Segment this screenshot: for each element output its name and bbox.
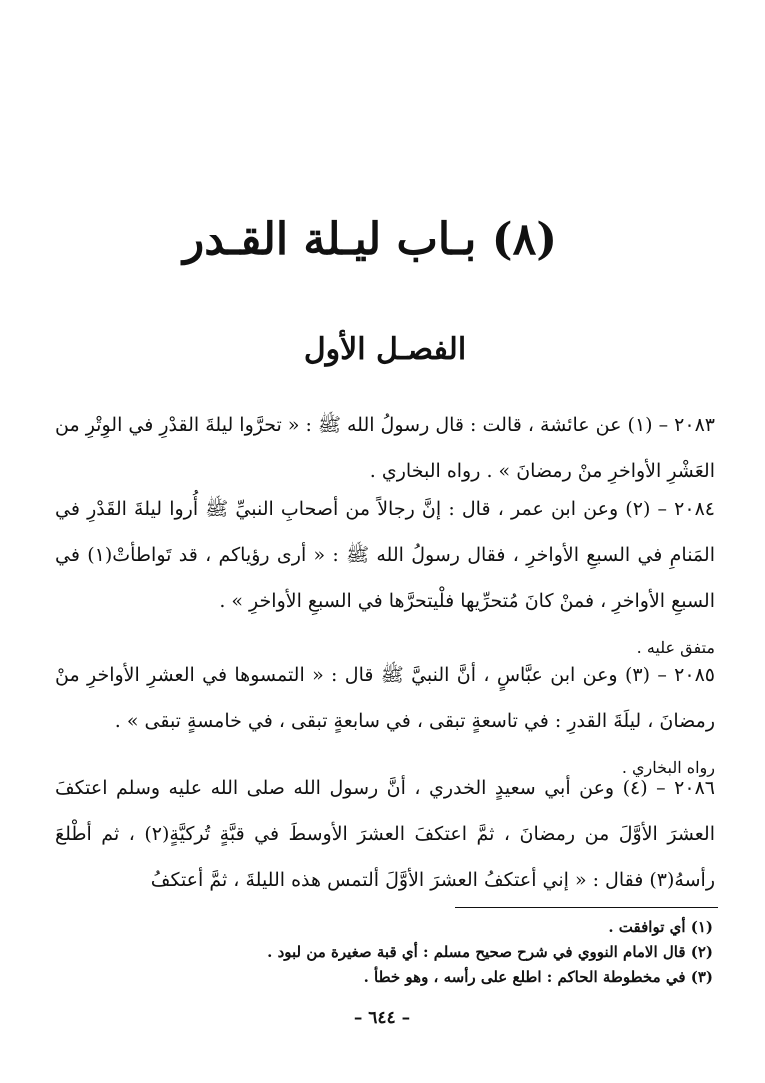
hadith-text: وعن أبي سعيدٍ الخدري ، أنَّ رسول الله صلى الله عليه وسلم اعتكفَ العشرَ الأوَّلَ من رمضانَ ، ثمَّ اعتكفَ العشرَ الأوسطَ في قبَّةٍ تُركيَّةٍ(٢) ، ثم أطْلعَ رأسهُ(٣) فقال : « إني أعتكفُ العشرَ الأوَّلَ ألتمس هذه الليلةَ ، ثمَّ أعتكفُ [55,777,716,891]
footnote-3: (٣) في مخطوطة الحاكم : اطلع على رأسه ، وهو خطأ . [363,968,713,986]
chapter-title: (٨) بـاب ليـلة القـدر [182,214,558,265]
footnote-2: (٢) قال الامام النووي في شرح صحيح مسلم : أي قبة صغيرة من لبود . [267,943,713,961]
hadith-number: ٢٠٨٣ – (١) [627,414,715,436]
hadith-number: ٢٠٨٥ – (٣) [624,664,715,686]
hadith-source: رواه البخاري . [369,460,481,482]
hadith-2084 [55,486,715,671]
hadith-2083 [55,402,715,494]
hadith-number: ٢٠٨٤ – (٢) [625,498,715,520]
hadith-text: وعن ابن عمر ، قال : إنَّ رجالاً من أصحابِ النبيِّ ﷺ أُروا ليلةَ القَدْرِ في المَنامِ في السبعِ الأواخرِ ، فقال رسولُ الله ﷺ : « أرى رؤياكم ، قد تَواطأتْ(١) في السبعِ الأواخرِ ، فمنْ كانَ مُتحرِّيها فلْيتحرَّها في السبعِ الأواخرِ » . [55,498,715,612]
hadith-number: ٢٠٨٦ – (٤) [622,777,715,799]
footnotes [53,915,713,990]
hadith-2086 [55,765,715,903]
section-title: الفصـل الأول [303,332,467,367]
page-number: – ٦٤٤ – [353,1008,411,1028]
hadith-text: وعن ابن عبَّاسٍ ، أنَّ النبيَّ ﷺ قال : « التمسوها في العشرِ الأواخرِ منْ رمضانَ ، ليلَةَ القدرِ : في تاسعةٍ تبقى ، في سابعةٍ تبقى ، في خامسةٍ تبقى » . [55,664,715,732]
footnote-1: (١) أي توافقت . [608,918,713,936]
footnote-divider [455,907,718,908]
hadith-source: رواه البخاري . [621,758,715,777]
hadith-text: عن عائشة ، قالت : قال رسولُ الله ﷺ : « تحرَّوا ليلةَ القدْرِ في الوِتْرِ من العَشْرِ الأواخرِ منْ رمضانَ » . [55,414,715,482]
hadith-source: متفق عليه . [636,638,715,657]
